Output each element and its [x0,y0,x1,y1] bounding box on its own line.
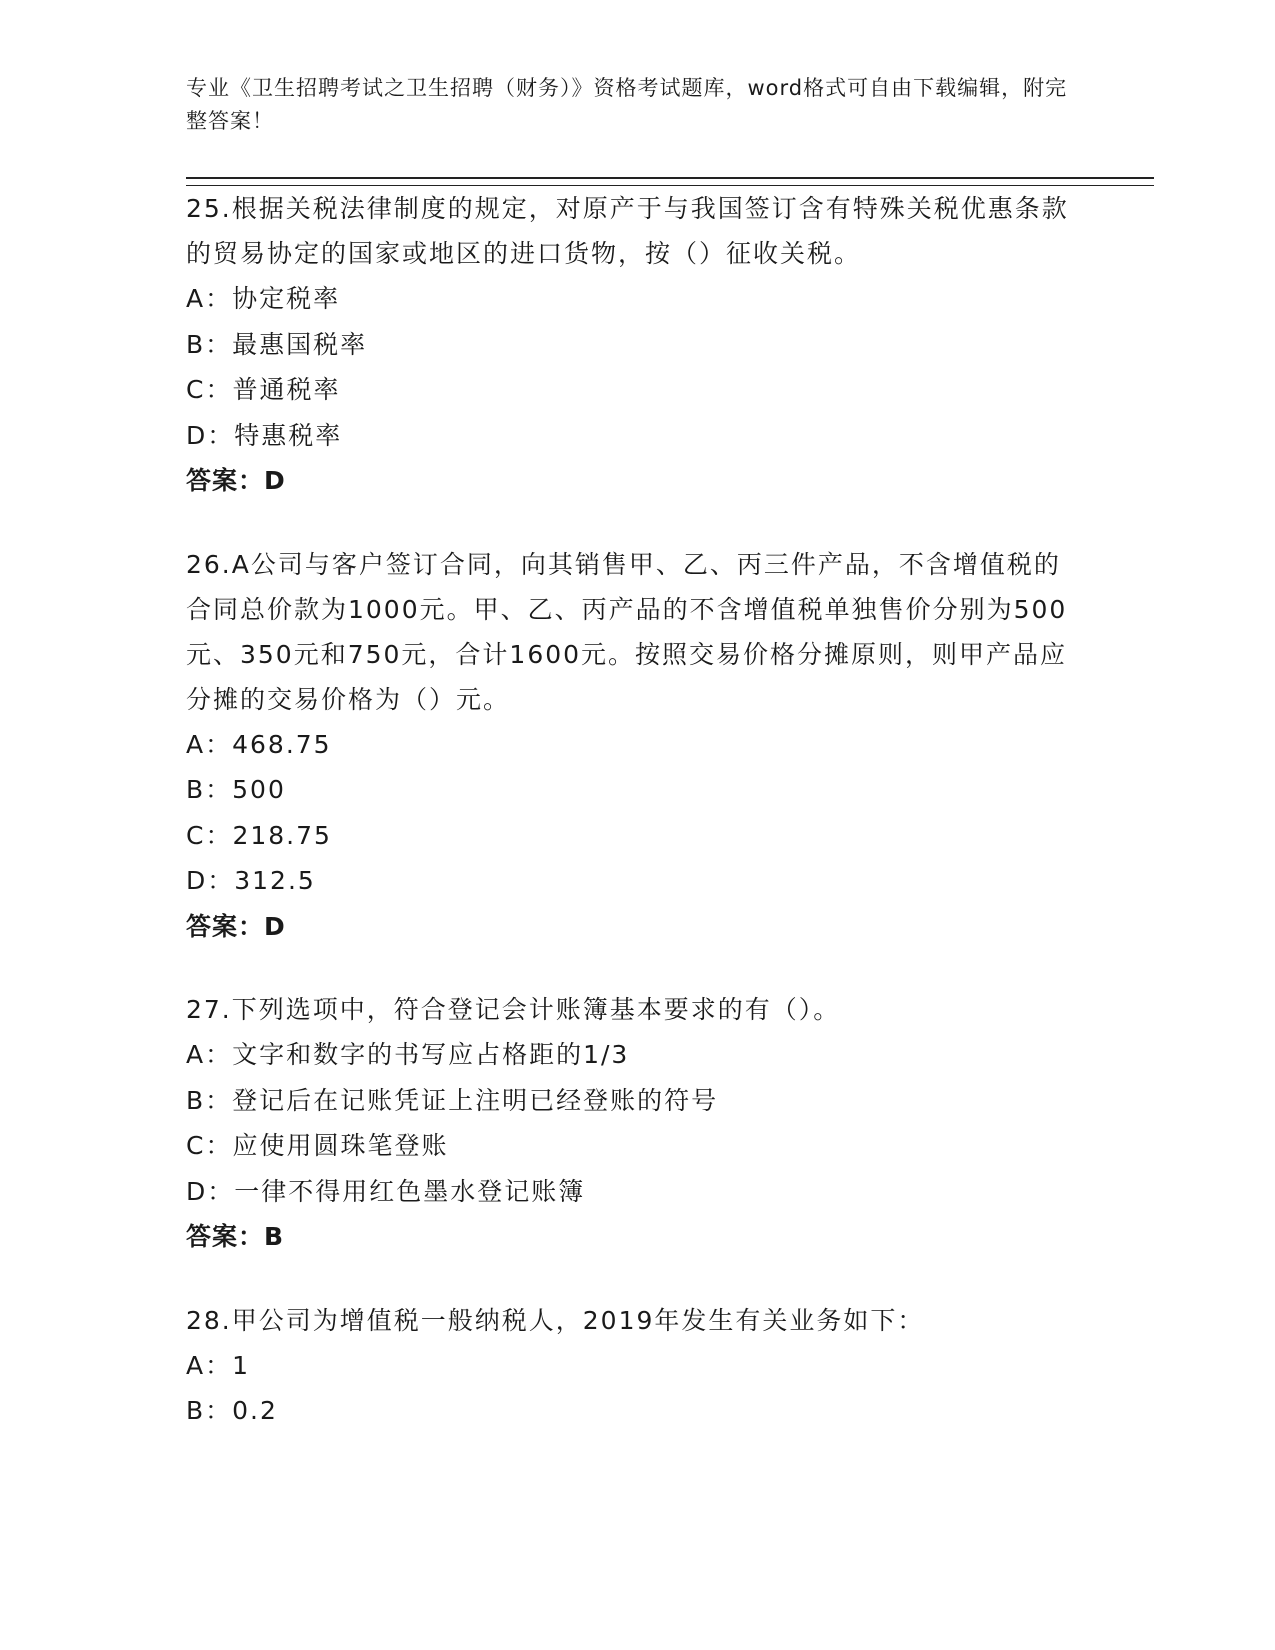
option-a: A：协定税率 [186,284,341,313]
question-stem: 26.A公司与客户签订合同，向其销售甲、乙、丙三件产品，不含增值税的合同总价款为1000元。甲、乙、丙产品的不含增值税单独售价分别为500元、350元和750元，合计1600元。按照交易价格分摊原则，则甲产品应分摊的交易价格为（）元。 [186,549,1068,714]
question-26 [186,542,1086,950]
option-c: C：218.75 [186,820,332,850]
question-27 [186,987,1086,1260]
option-a: A：1 [186,1350,251,1380]
answer-label: 答案：D [186,466,286,495]
option-a: A：文字和数字的书写应占格距的1/3 [186,1040,630,1069]
option-d: D：特惠税率 [186,420,343,450]
option-b: B：最惠国税率 [186,329,368,359]
option-d: D：312.5 [186,866,316,895]
header-divider [186,177,1154,186]
answer-label: 答案：D [186,911,286,941]
option-c: C：应使用圆珠笔登账 [186,1131,449,1160]
question-stem: 28.甲公司为增值税一般纳税人，2019年发生有关业务如下： [186,1305,925,1335]
option-a: A：468.75 [186,729,332,759]
option-b: B：登记后在记账凭证上注明已经登账的符号 [186,1085,719,1115]
question-25 [186,186,1086,504]
document-header: 专业《卫生招聘考试之卫生招聘（财务）》资格考试题库，word格式可自由下载编辑，附完整答案！ [186,76,1068,133]
option-c: C：普通税率 [186,375,341,404]
question-list [186,186,1086,1472]
option-d: D：一律不得用红色墨水登记账簿 [186,1176,586,1206]
question-28 [186,1298,1086,1434]
option-b: B：0.2 [186,1396,278,1425]
question-stem: 27.下列选项中，符合登记会计账簿基本要求的有（）。 [186,995,841,1024]
answer-label: 答案：B [186,1222,285,1251]
option-b: B：500 [186,775,286,804]
question-stem: 25.根据关税法律制度的规定，对原产于与我国签订含有特殊关税优惠条款的贸易协定的国家或地区的进口货物，按（）征收关税。 [186,194,1069,268]
